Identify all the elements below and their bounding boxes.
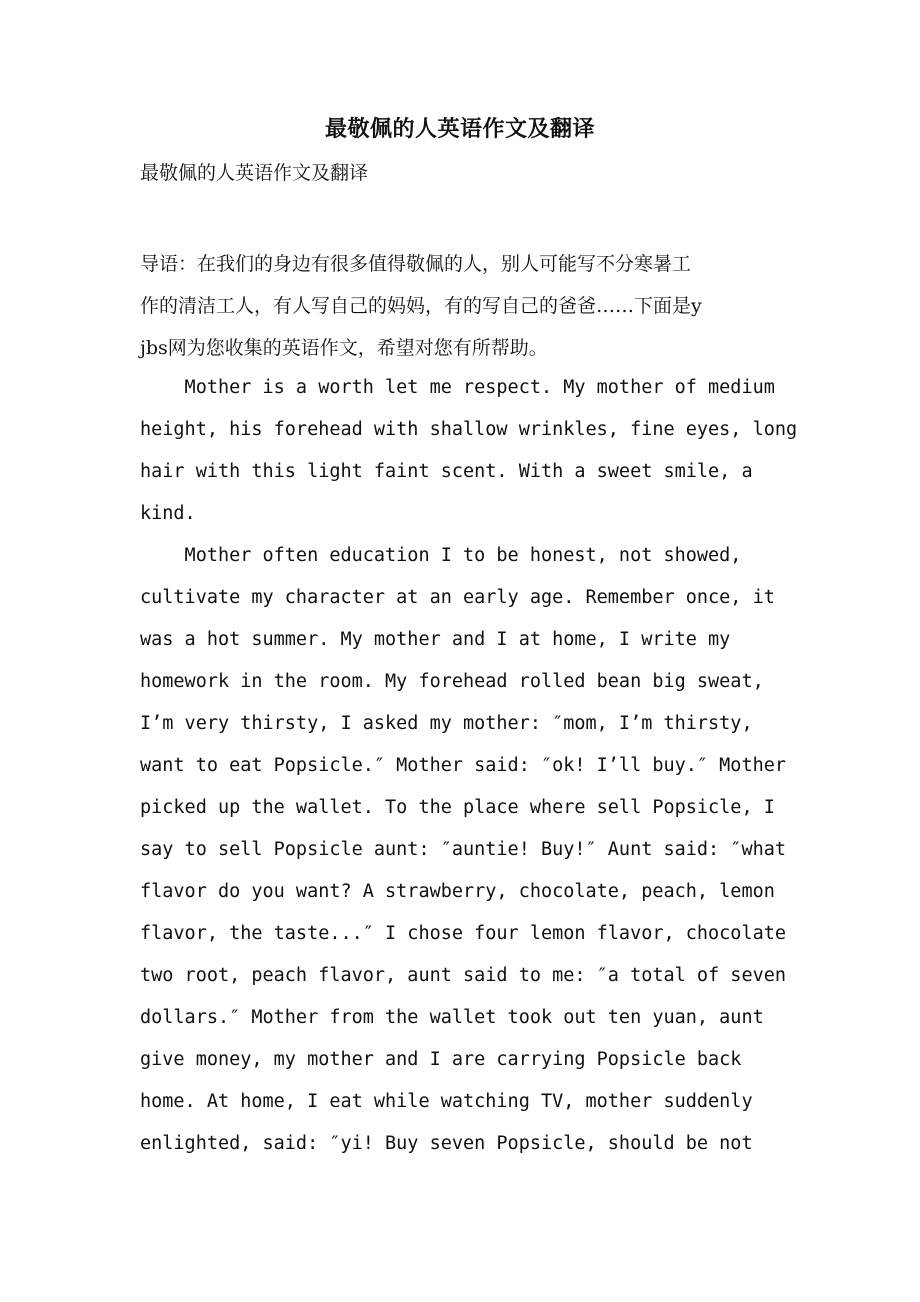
body-line: cultivate my character at an early age. Remember once, it xyxy=(140,587,775,608)
essay-body xyxy=(140,367,798,1165)
body-line: I’m very thirsty, I asked my mother: ″mom, I’m thirsty, xyxy=(140,713,753,734)
body-line: dollars.″ Mother from the wallet took out ten yuan, aunt xyxy=(140,1007,764,1028)
document-subtitle: 最敬佩的人英语作文及翻译 xyxy=(140,162,369,184)
body-line: want to eat Popsicle.″ Mother said: ″ok! I’ll buy.″ Mother xyxy=(140,755,787,776)
intro-line: 作的清洁工人，有人写自己的妈妈，有的写自己的爸爸……下面是y xyxy=(140,295,702,317)
document-title: 最敬佩的人英语作文及翻译 xyxy=(324,116,595,142)
body-line: flavor, the taste...″ I chose four lemon flavor, chocolate xyxy=(140,923,787,944)
body-line: homework in the room. My forehead rolled bean big sweat, xyxy=(140,671,764,692)
body-line: give money, my mother and I are carrying Popsicle back xyxy=(140,1049,742,1070)
body-line: enlighted, said: ″yi! Buy seven Popsicle, should be not xyxy=(140,1133,753,1154)
body-line: say to sell Popsicle aunt: ″auntie! Buy!″ Aunt said: ″what xyxy=(140,839,787,860)
body-line: two root, peach flavor, aunt said to me: ″a total of seven xyxy=(140,965,787,986)
body-line: height, his forehead with shallow wrinkles, fine eyes, long xyxy=(140,419,798,440)
body-line: hair with this light faint scent. With a sweet smile, a xyxy=(140,461,753,482)
body-line: Mother is a worth let me respect. My mother of medium xyxy=(140,377,775,398)
body-line: kind. xyxy=(140,503,196,524)
body-line: was a hot summer. My mother and I at home, I write my xyxy=(140,629,731,650)
body-line: picked up the wallet. To the place where sell Popsicle, I xyxy=(140,797,775,818)
intro-paragraph xyxy=(140,243,780,369)
body-line: home. At home, I eat while watching TV, mother suddenly xyxy=(140,1091,753,1112)
body-line: Mother often education I to be honest, not showed, xyxy=(140,545,742,566)
intro-line: 导语：在我们的身边有很多值得敬佩的人，别人可能写不分寒暑工 xyxy=(140,253,692,275)
body-line: flavor do you want? A strawberry, chocolate, peach, lemon xyxy=(140,881,775,902)
intro-line: jbs网为您收集的英语作文，希望对您有所帮助。 xyxy=(140,337,548,359)
